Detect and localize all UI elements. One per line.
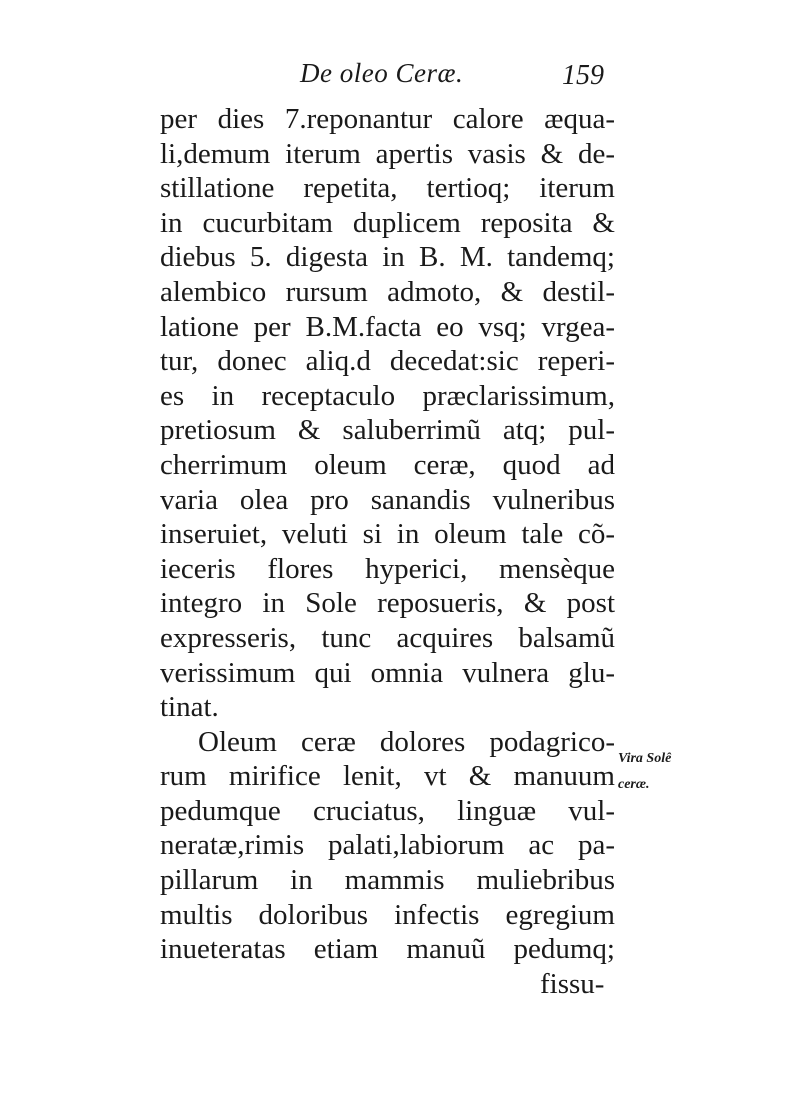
marginal-note-line: ceræ. [618, 777, 650, 792]
text-line: integro in Sole reposueris, & post [160, 587, 615, 620]
text-line: pedumque cruciatus, linguæ vul- [160, 794, 615, 827]
text-line: es in receptaculo præclarissimum, [160, 379, 615, 412]
text-line: inseruiet, veluti si in oleum tale cõ- [160, 518, 615, 551]
text-line: multis doloribus infectis egregium [160, 898, 615, 931]
text-line: rum mirifice lenit, vt & manuum [160, 760, 615, 793]
catchword: fissu- [540, 968, 605, 1000]
text-line: varia olea pro sanandis vulneribus [160, 483, 615, 516]
marginal-note [618, 746, 671, 798]
running-head: De oleo Ceræ. [300, 58, 464, 88]
text-line: verissimum qui omnia vulnera glu- [160, 656, 615, 689]
text-line: stillatione repetita, tertioq; iterum [160, 172, 615, 205]
text-line: pillarum in mammis muliebribus [160, 864, 615, 897]
text-line: alembico rursum admoto, & destil- [160, 275, 615, 308]
text-line: expresseris, tunc acquires balsamũ [160, 621, 615, 654]
text-line: pretiosum & saluberrimũ atq; pul- [160, 414, 615, 447]
text-line: latione per B.M.facta eo vsq; vrgea- [160, 310, 615, 343]
marginal-note-line: Vira Solê [618, 751, 672, 766]
text-line: neratæ,rimis palati,labiorum ac pa- [160, 829, 615, 862]
text-line: tinat. [160, 691, 219, 724]
text-line: Oleum ceræ dolores podagrico- [198, 725, 615, 758]
text-line: diebus 5. digesta in B. M. tandemq; [160, 241, 615, 274]
page-number: 159 [562, 60, 604, 91]
text-line: tur, donec aliq.d decedat:sic reperi- [160, 345, 615, 378]
text-line: ieceris flores hyperici, mensèque [160, 552, 615, 585]
text-line: inueteratas etiam manuũ pedumq; [160, 933, 615, 966]
text-line: li,demum iterum apertis vasis & de- [160, 137, 615, 170]
page-header [0, 58, 800, 98]
text-line: cherrimum oleum ceræ, quod ad [160, 448, 615, 481]
text-line: in cucurbitam duplicem reposita & [160, 206, 615, 239]
body-text [160, 102, 615, 967]
text-line: per dies 7.reponantur calore æqua- [160, 103, 615, 135]
